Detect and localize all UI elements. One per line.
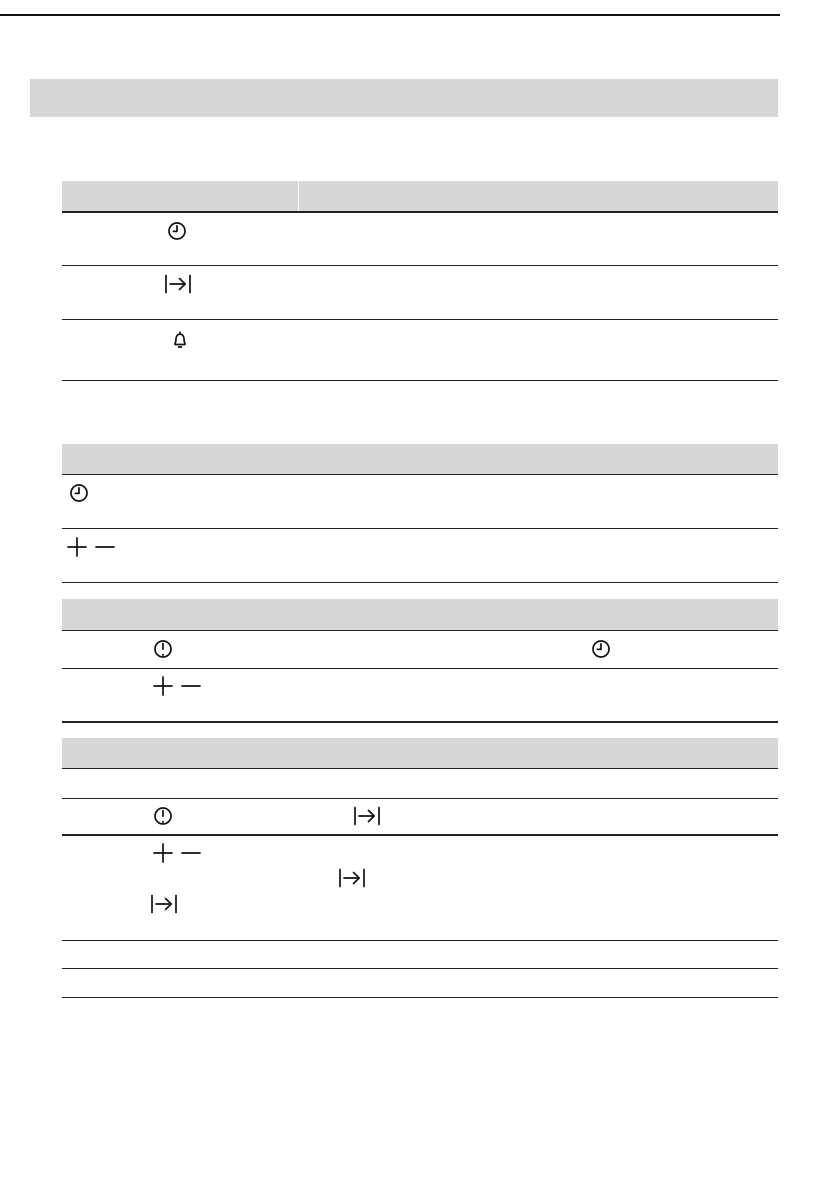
end-time-icon [338, 868, 366, 888]
row-divider [62, 528, 778, 529]
chapter-title-banner [30, 79, 778, 117]
header-bottom-rule [62, 211, 778, 213]
set-time-of-day-table [62, 444, 778, 584]
timer-icon [153, 639, 173, 659]
table-header [62, 599, 778, 630]
row-divider [62, 319, 778, 320]
header-bottom-rule [62, 474, 778, 475]
row-divider [62, 834, 778, 836]
function-symbols-table [62, 181, 778, 381]
row-divider [62, 940, 778, 941]
table-bottom-rule [62, 997, 778, 998]
bell-icon [170, 330, 190, 350]
end-time-icon [164, 274, 192, 294]
header-bottom-rule [62, 630, 778, 631]
table-bottom-rule [62, 582, 778, 583]
minus-icon [181, 676, 201, 696]
minus-icon [95, 537, 115, 557]
timer-icon [153, 806, 173, 826]
header-column-divider [298, 181, 299, 211]
clock-icon [591, 639, 611, 659]
row-divider [62, 968, 778, 969]
table-bottom-rule [62, 380, 778, 381]
table-header [62, 444, 778, 474]
clock-icon [167, 221, 187, 241]
plus-icon [153, 843, 173, 863]
row-divider [62, 798, 778, 799]
set-end-time-table [62, 738, 778, 1000]
plus-icon [153, 676, 173, 696]
end-time-icon [150, 894, 178, 914]
change-time-of-day-table [62, 599, 778, 724]
table-bottom-rule [62, 721, 778, 723]
row-divider [62, 265, 778, 266]
end-time-icon [353, 806, 381, 826]
page-top-rule [0, 14, 780, 16]
plus-icon [67, 537, 87, 557]
header-bottom-rule [62, 768, 778, 769]
row-divider [62, 668, 778, 669]
table-header [62, 181, 778, 211]
clock-icon [69, 483, 89, 503]
table-header [62, 738, 778, 768]
minus-icon [181, 843, 201, 863]
